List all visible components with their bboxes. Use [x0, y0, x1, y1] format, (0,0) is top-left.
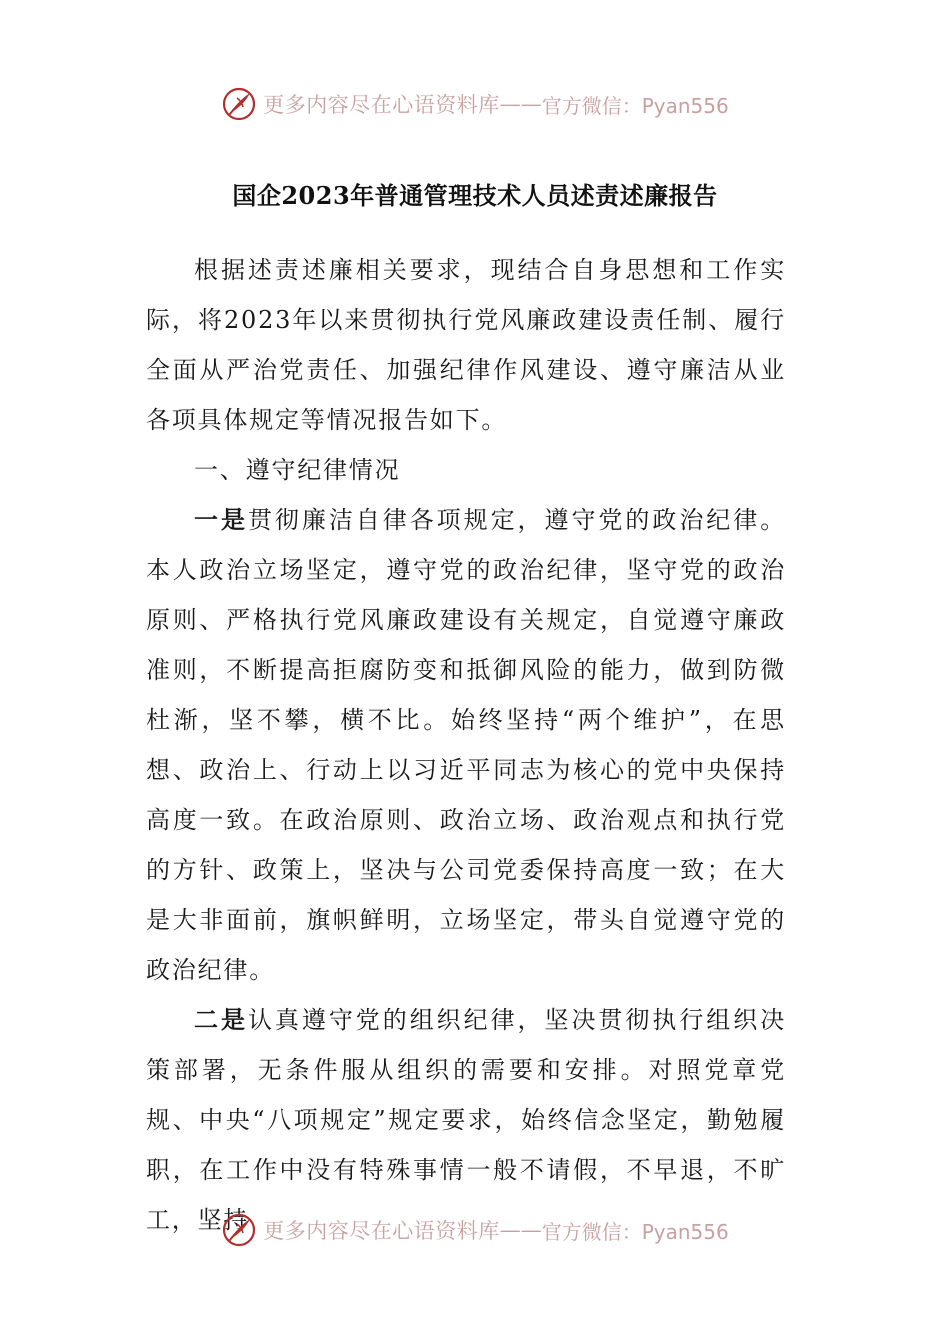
paragraph-text: 认真遵守党的组织纪律，坚决贯彻执行组织决策部署，无条件服从组织的需要和安排。对照党章党规、中央“八项规定”规定要求，始终信念坚定，勤勉履职，在工作中没有特殊事情一般不请假，不早退，不旷工，坚持: [146, 1006, 787, 1234]
watermark-contact: 官方微信：Pyan556: [541, 1219, 729, 1244]
document-body: [146, 245, 786, 1245]
document-title: 国企2023年普通管理技术人员述责述廉报告: [232, 181, 718, 210]
watermark-separator: ——: [499, 92, 542, 116]
watermark-text: 更多内容尽在心语资料库: [263, 1219, 500, 1243]
watermark-separator: ——: [499, 1218, 542, 1242]
intro-paragraph: 根据述责述廉相关要求，现结合自身思想和工作实际，将2023年以来贯彻执行党风廉政建设责任制、履行全面从严治党责任、加强纪律作风建设、遵守廉洁从业各项具体规定等情况报告如下。: [146, 256, 786, 434]
quill-logo-icon: [221, 86, 257, 122]
watermark-contact: 官方微信：Pyan556: [541, 93, 729, 118]
watermark-banner-top: [0, 84, 950, 124]
paragraph-lead: 一是: [194, 505, 248, 534]
paragraph-text: 贯彻廉洁自律各项规定，遵守党的政治纪律。本人政治立场坚定，遵守党的政治纪律，坚守党的政治原则、严格执行党风廉政建设有关规定，自觉遵守廉政准则，不断提高拒腐防变和抵御风险的能力，做到防微杜渐，坚不攀，横不比。始终坚持“两个维护”，在思想、政治上、行动上以习近平同志为核心的党中央保持高度一致。在政治原则、政治立场、政治观点和执行党的方针、政策上，坚决与公司党委保持高度一致；在大是大非面前，旗帜鲜明，立场坚定，带头自觉遵守党的政治纪律。: [146, 506, 787, 984]
watermark-banner-bottom: [0, 1210, 950, 1250]
paragraph-lead: 二是: [194, 1005, 248, 1034]
paragraph-first: [146, 495, 786, 995]
section-heading: 一、遵守纪律情况: [194, 456, 401, 484]
paragraph-second: [146, 995, 786, 1245]
quill-logo-icon: [221, 1212, 257, 1248]
watermark-text: 更多内容尽在心语资料库: [263, 93, 500, 117]
